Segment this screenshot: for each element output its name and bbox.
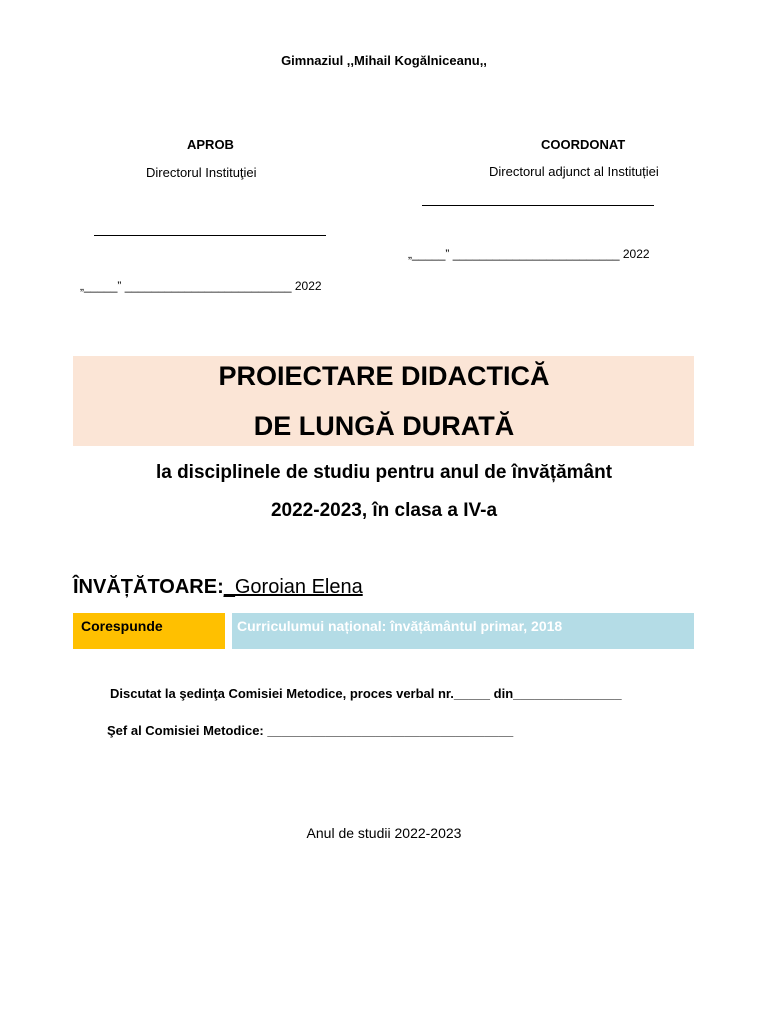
sef-comisie-line: Şef al Comisiei Metodice: __________________________________ (107, 723, 514, 738)
coordonat-title: COORDONAT (541, 137, 626, 152)
curriculum-value: Curriculumui național: învățământul primar, 2018 (232, 613, 694, 649)
document-subtitle-line2: 2022-2023, în clasa a IV-a (270, 500, 498, 521)
document-title-line1: PROIECTARE DIDACTICĂ (218, 361, 550, 391)
teacher-label: ÎNVĂȚĂTOARE: (73, 576, 224, 598)
aprob-date: „_____” _________________________ 2022 (80, 279, 322, 293)
aprob-subtitle: Directorul Instituţiei (146, 165, 257, 180)
aprob-title: APROB (187, 137, 234, 152)
academic-year (0, 825, 768, 841)
corespunde-label: Corespunde (73, 613, 225, 649)
academic-year-value: 2022-2023 (394, 825, 462, 841)
teacher-field (73, 576, 363, 599)
coordonat-date: „_____” _________________________ 2022 (408, 247, 650, 261)
coordonat-signature-line (422, 205, 654, 206)
academic-year-label: Anul de studii (306, 825, 391, 841)
discutat-line: Discutat la şedinţa Comisiei Metodice, proces verbal nr._____ din_______________ (110, 686, 622, 701)
school-name: Gimnaziul ,,Mihail Kogălniceanu,, (281, 53, 487, 68)
teacher-name: _Goroian Elena (223, 576, 363, 598)
aprob-signature-line (94, 235, 326, 236)
document-title-line2: DE LUNGĂ DURATĂ (253, 411, 515, 441)
document-subtitle-line1: la disciplinele de studiu pentru anul de învățământ (155, 462, 613, 483)
coordonat-subtitle: Directorul adjunct al Instituției (489, 164, 659, 179)
